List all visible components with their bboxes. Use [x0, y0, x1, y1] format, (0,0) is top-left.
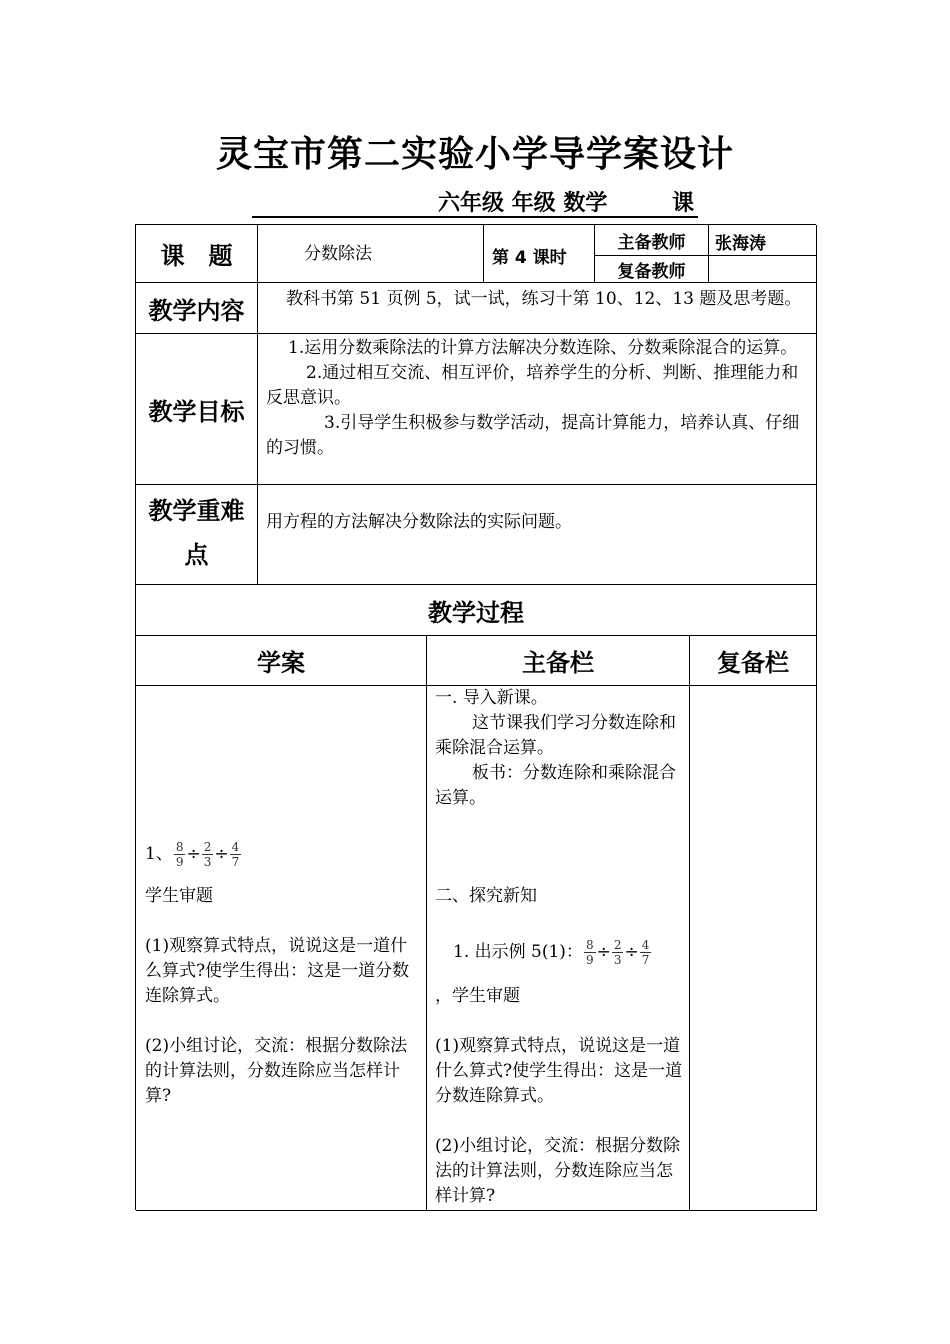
fraction	[584, 938, 596, 967]
goal-2: 2.通过相互交流、相互评价，培养学生的分析、判断、推理能力和反思意识。	[266, 363, 799, 408]
fraction-denominator: 7	[231, 855, 240, 869]
key-points-value: 用方程的方法解决分数除法的实际问题。	[266, 512, 572, 532]
xuean-observe: (1)观察算式特点，说说这是一道什么算式?使学生得出：这是一道分数连除算式。	[145, 936, 410, 1006]
col-zhubei: 主备栏	[427, 636, 690, 686]
period-text: 第 4 课时	[492, 248, 567, 268]
fraction-denominator: 3	[203, 855, 212, 869]
main-teacher-label: 主备教师	[595, 225, 709, 256]
key-points-cell	[258, 485, 817, 585]
period-cell	[484, 225, 595, 283]
col-xuean: 学案	[136, 636, 427, 686]
fraction-numerator: 8	[585, 938, 594, 952]
zhubei-example-prefix: 1. 出示例 5(1)：	[453, 942, 583, 962]
divide-sign: ÷	[596, 942, 611, 962]
zhubei-section1-p2: 板书：分数连除和乘除混合运算。	[435, 763, 676, 808]
fraction-denominator: 7	[641, 953, 650, 967]
divide-sign: ÷	[186, 844, 201, 864]
subtitle-line	[252, 186, 698, 218]
topic-text: 分数除法	[304, 244, 372, 264]
zhubei-discuss: (2)小组讨论，交流：根据分数除法的计算法则，分数连除应当怎样计算?	[435, 1136, 681, 1206]
process-title: 教学过程	[136, 585, 817, 636]
zhubei-section2-title: 二、探究新知	[435, 886, 537, 906]
zhubei-example-suffix: ，学生审题	[435, 986, 520, 1006]
lesson-suffix: 课	[672, 191, 695, 216]
divide-sign: ÷	[624, 942, 639, 962]
xuean-column	[136, 686, 427, 1211]
sub-teacher-value	[709, 256, 817, 283]
fubei-column	[690, 686, 817, 1211]
content-cell	[258, 283, 817, 334]
grade-subject: 六年级 年级 数学	[438, 191, 608, 216]
zhubei-section1-p1: 这节课我们学习分数连除和乘除混合运算。	[435, 713, 676, 758]
main-teacher-cell	[709, 225, 817, 256]
content-value: 教科书第 51 页例 5，试一试，练习十第 10、12、13 题及思考题。	[286, 289, 802, 309]
main-teacher-value: 张海涛	[715, 234, 766, 254]
lesson-table	[135, 224, 816, 1210]
document-title: 灵宝市第二实验小学导学案设计	[215, 134, 734, 175]
key-points-label-line1: 教学重难	[148, 497, 245, 525]
fraction-denominator: 9	[175, 855, 184, 869]
fraction-numerator: 8	[175, 840, 184, 854]
fraction	[230, 840, 242, 869]
goal-1: 1.运用分数乘除法的计算方法解决分数连除、分数乘除混合的运算。	[288, 338, 798, 358]
goals-label: 教学目标	[136, 334, 258, 485]
xuean-review: 学生审题	[145, 886, 213, 906]
zhubei-column	[427, 686, 690, 1211]
fraction-denominator: 3	[613, 953, 622, 967]
key-points-label-line2: 点	[184, 541, 209, 569]
fraction-numerator: 4	[231, 840, 240, 854]
fraction	[202, 840, 214, 869]
xuean-item-prefix: 1、	[145, 844, 173, 864]
zhubei-example	[453, 938, 652, 967]
goal-3: 3.引导学生积极参与数学活动，提高计算能力，培养认真、仔细的习惯。	[266, 413, 800, 458]
fraction-numerator: 2	[613, 938, 622, 952]
col-fubei: 复备栏	[690, 636, 817, 686]
sub-teacher-label: 复备教师	[595, 256, 709, 283]
fraction-numerator: 2	[203, 840, 212, 854]
fraction	[640, 938, 652, 967]
fraction-numerator: 4	[641, 938, 650, 952]
divide-sign: ÷	[214, 844, 229, 864]
zhubei-section1-title: 一. 导入新课。	[435, 688, 548, 708]
xuean-discuss: (2)小组讨论，交流：根据分数除法的计算法则，分数连除应当怎样计算?	[145, 1036, 408, 1106]
content-label: 教学内容	[136, 283, 258, 334]
goals-cell	[258, 334, 817, 485]
fraction	[612, 938, 624, 967]
fraction	[174, 840, 186, 869]
topic-value	[258, 225, 484, 283]
topic-label: 课 题	[136, 225, 258, 283]
fraction-denominator: 9	[585, 953, 594, 967]
zhubei-observe: (1)观察算式特点，说说这是一道什么算式?使学生得出：这是一道分数连除算式。	[435, 1036, 683, 1106]
xuean-expression	[145, 840, 242, 869]
key-points-label	[136, 485, 258, 585]
